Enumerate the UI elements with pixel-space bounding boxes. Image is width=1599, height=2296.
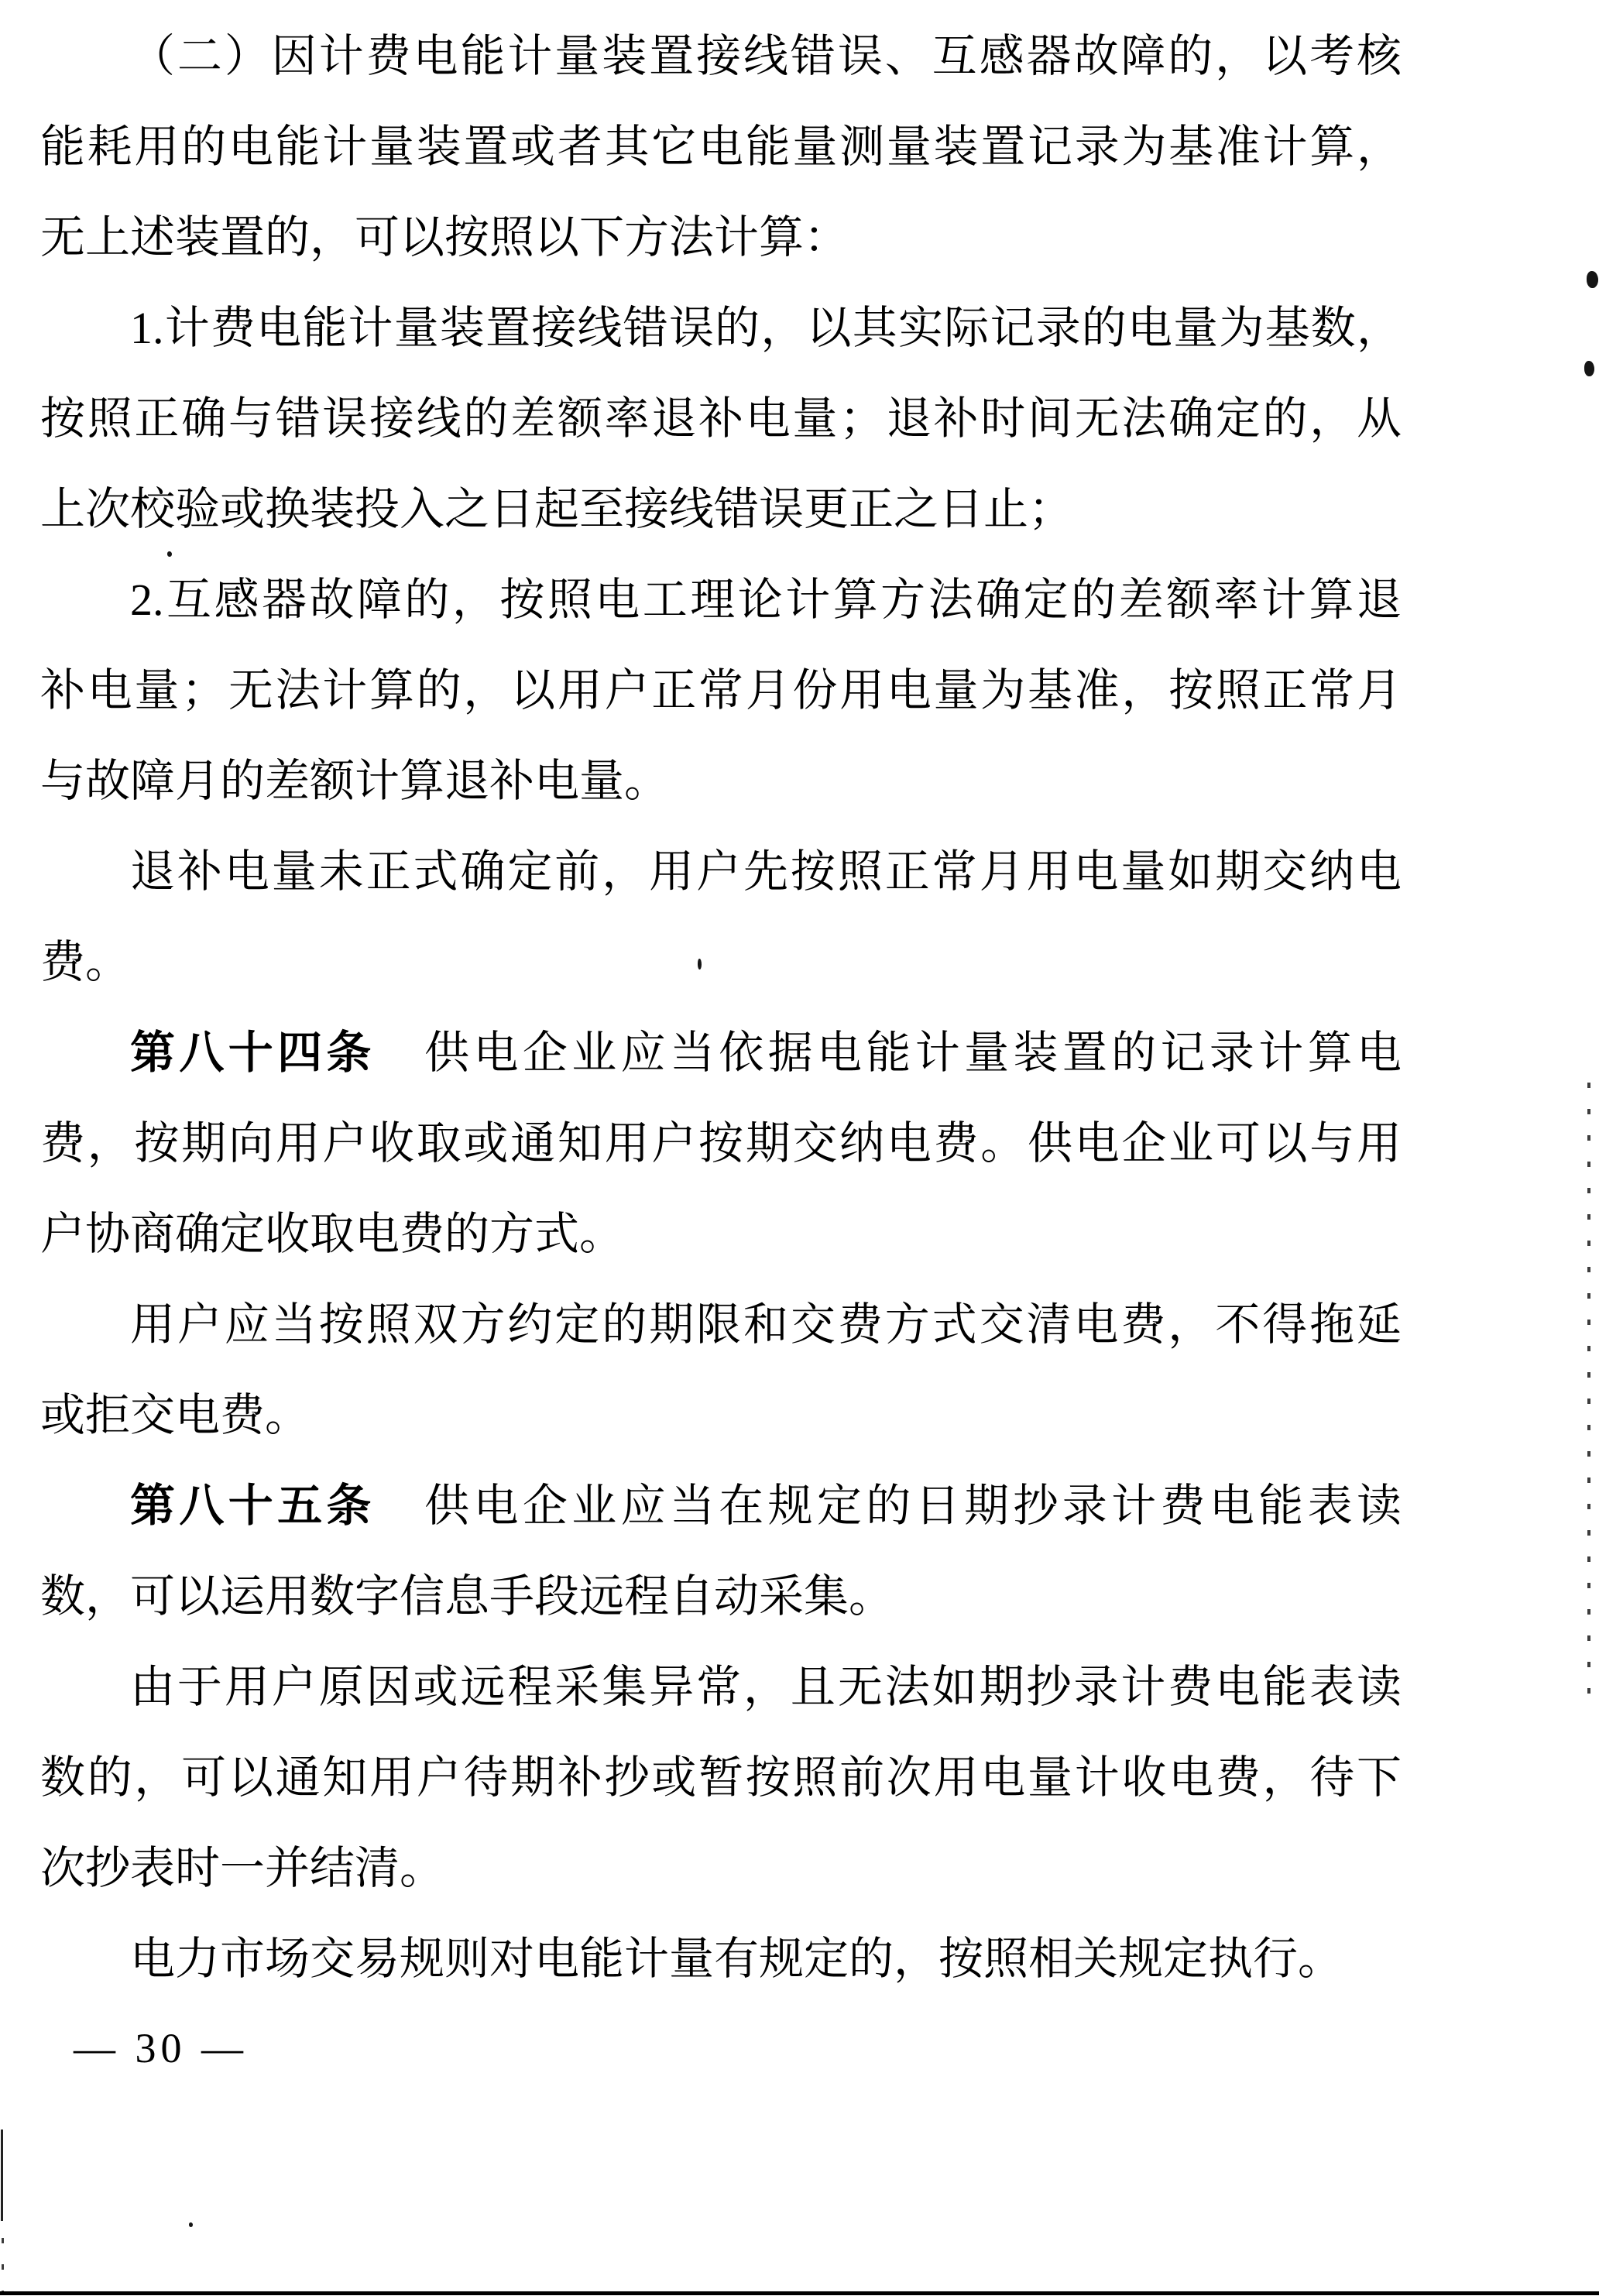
text-line	[40, 1189, 1402, 1279]
body-text: 费。	[40, 937, 131, 987]
body-text: 能耗用的电能计量装置或者其它电能量测量装置记录为基准计算，	[40, 122, 1402, 172]
text-line	[40, 1007, 1402, 1098]
body-text: 补电量；无法计算的，以用户正常月份用电量为基准，按照正常月	[40, 665, 1402, 716]
body-text: 户协商确定收取电费的方式。	[40, 1209, 625, 1259]
scan-artifact-speck	[1584, 361, 1594, 376]
scan-artifact-speck	[189, 2222, 193, 2227]
text-line	[40, 1732, 1402, 1823]
text-line	[40, 192, 1402, 283]
text-line	[40, 736, 1402, 826]
body-text: 由于用户原因或远程采集异常，且无法如期抄录计费电能表读	[130, 1662, 1402, 1712]
text-line	[40, 917, 1402, 1007]
scan-artifact-speck	[1587, 271, 1598, 288]
text-line	[40, 1370, 1402, 1460]
text-line	[40, 1460, 1402, 1551]
body-text: 电力市场交易规则对电能计量有规定的，按照相关规定执行。	[130, 1934, 1343, 1984]
article-number: 第八十四条	[130, 1028, 376, 1078]
text-line	[40, 283, 1402, 373]
article-number: 第八十五条	[130, 1481, 376, 1531]
body-text: （二）因计费电能计量装置接线错误、互感器故障的，以考核	[130, 31, 1402, 81]
scan-artifact-speck	[167, 551, 172, 557]
body-text: 次抄表时一并结清。	[40, 1843, 445, 1893]
text-line	[40, 826, 1402, 917]
body-text: 退补电量未正式确定前，用户先按照正常月用电量如期交纳电	[130, 846, 1402, 897]
text-line	[40, 11, 1402, 101]
body-text: 供电企业应当在规定的日期抄录计费电能表读	[375, 1481, 1402, 1531]
text-line	[40, 645, 1402, 736]
page-number: — 30 —	[74, 2025, 248, 2071]
text-line	[40, 1279, 1402, 1370]
scan-artifact-dash-strip	[1587, 1083, 1590, 1694]
body-text: 数，可以运用数字信息手段远程自动采集。	[40, 1571, 894, 1622]
body-text: 无上述装置的，可以按照以下方法计算：	[40, 212, 849, 263]
text-line	[40, 554, 1402, 645]
text-line	[40, 1642, 1402, 1732]
text-line	[40, 1098, 1402, 1189]
text-line	[40, 1551, 1402, 1642]
body-text: 1.计费电能计量装置接线错误的，以其实际记录的电量为基数，	[130, 303, 1402, 353]
scan-artifact-dash-strip	[2, 2238, 4, 2292]
body-text: 上次校验或换装投入之日起至接线错误更正之日止；	[40, 484, 1074, 534]
text-line	[40, 101, 1402, 192]
text-line	[40, 373, 1402, 464]
scan-artifact-speck	[698, 959, 702, 970]
body-text: 数的，可以通知用户待期补抄或暂按照前次用电量计收电费，待下	[40, 1752, 1402, 1803]
body-text: 与故障月的差额计算退补电量。	[40, 756, 670, 806]
body-text: 用户应当按照双方约定的期限和交费方式交清电费，不得拖延	[130, 1299, 1402, 1350]
scan-artifact-vline	[1, 2130, 3, 2221]
text-line	[40, 1913, 1402, 2004]
body-text: 或拒交电费。	[40, 1390, 311, 1440]
body-text: 供电企业应当依据电能计量装置的记录计算电	[375, 1028, 1402, 1078]
text-line	[40, 464, 1402, 554]
scan-artifact-hline	[0, 2291, 1599, 2295]
body-text: 按照正确与错误接线的差额率退补电量；退补时间无法确定的，从	[40, 393, 1402, 444]
text-block	[40, 11, 1402, 2004]
body-text: 2.互感器故障的，按照电工理论计算方法确定的差额率计算退	[130, 575, 1402, 625]
text-line	[40, 1823, 1402, 1913]
body-text: 费，按期向用户收取或通知用户按期交纳电费。供电企业可以与用	[40, 1118, 1402, 1169]
